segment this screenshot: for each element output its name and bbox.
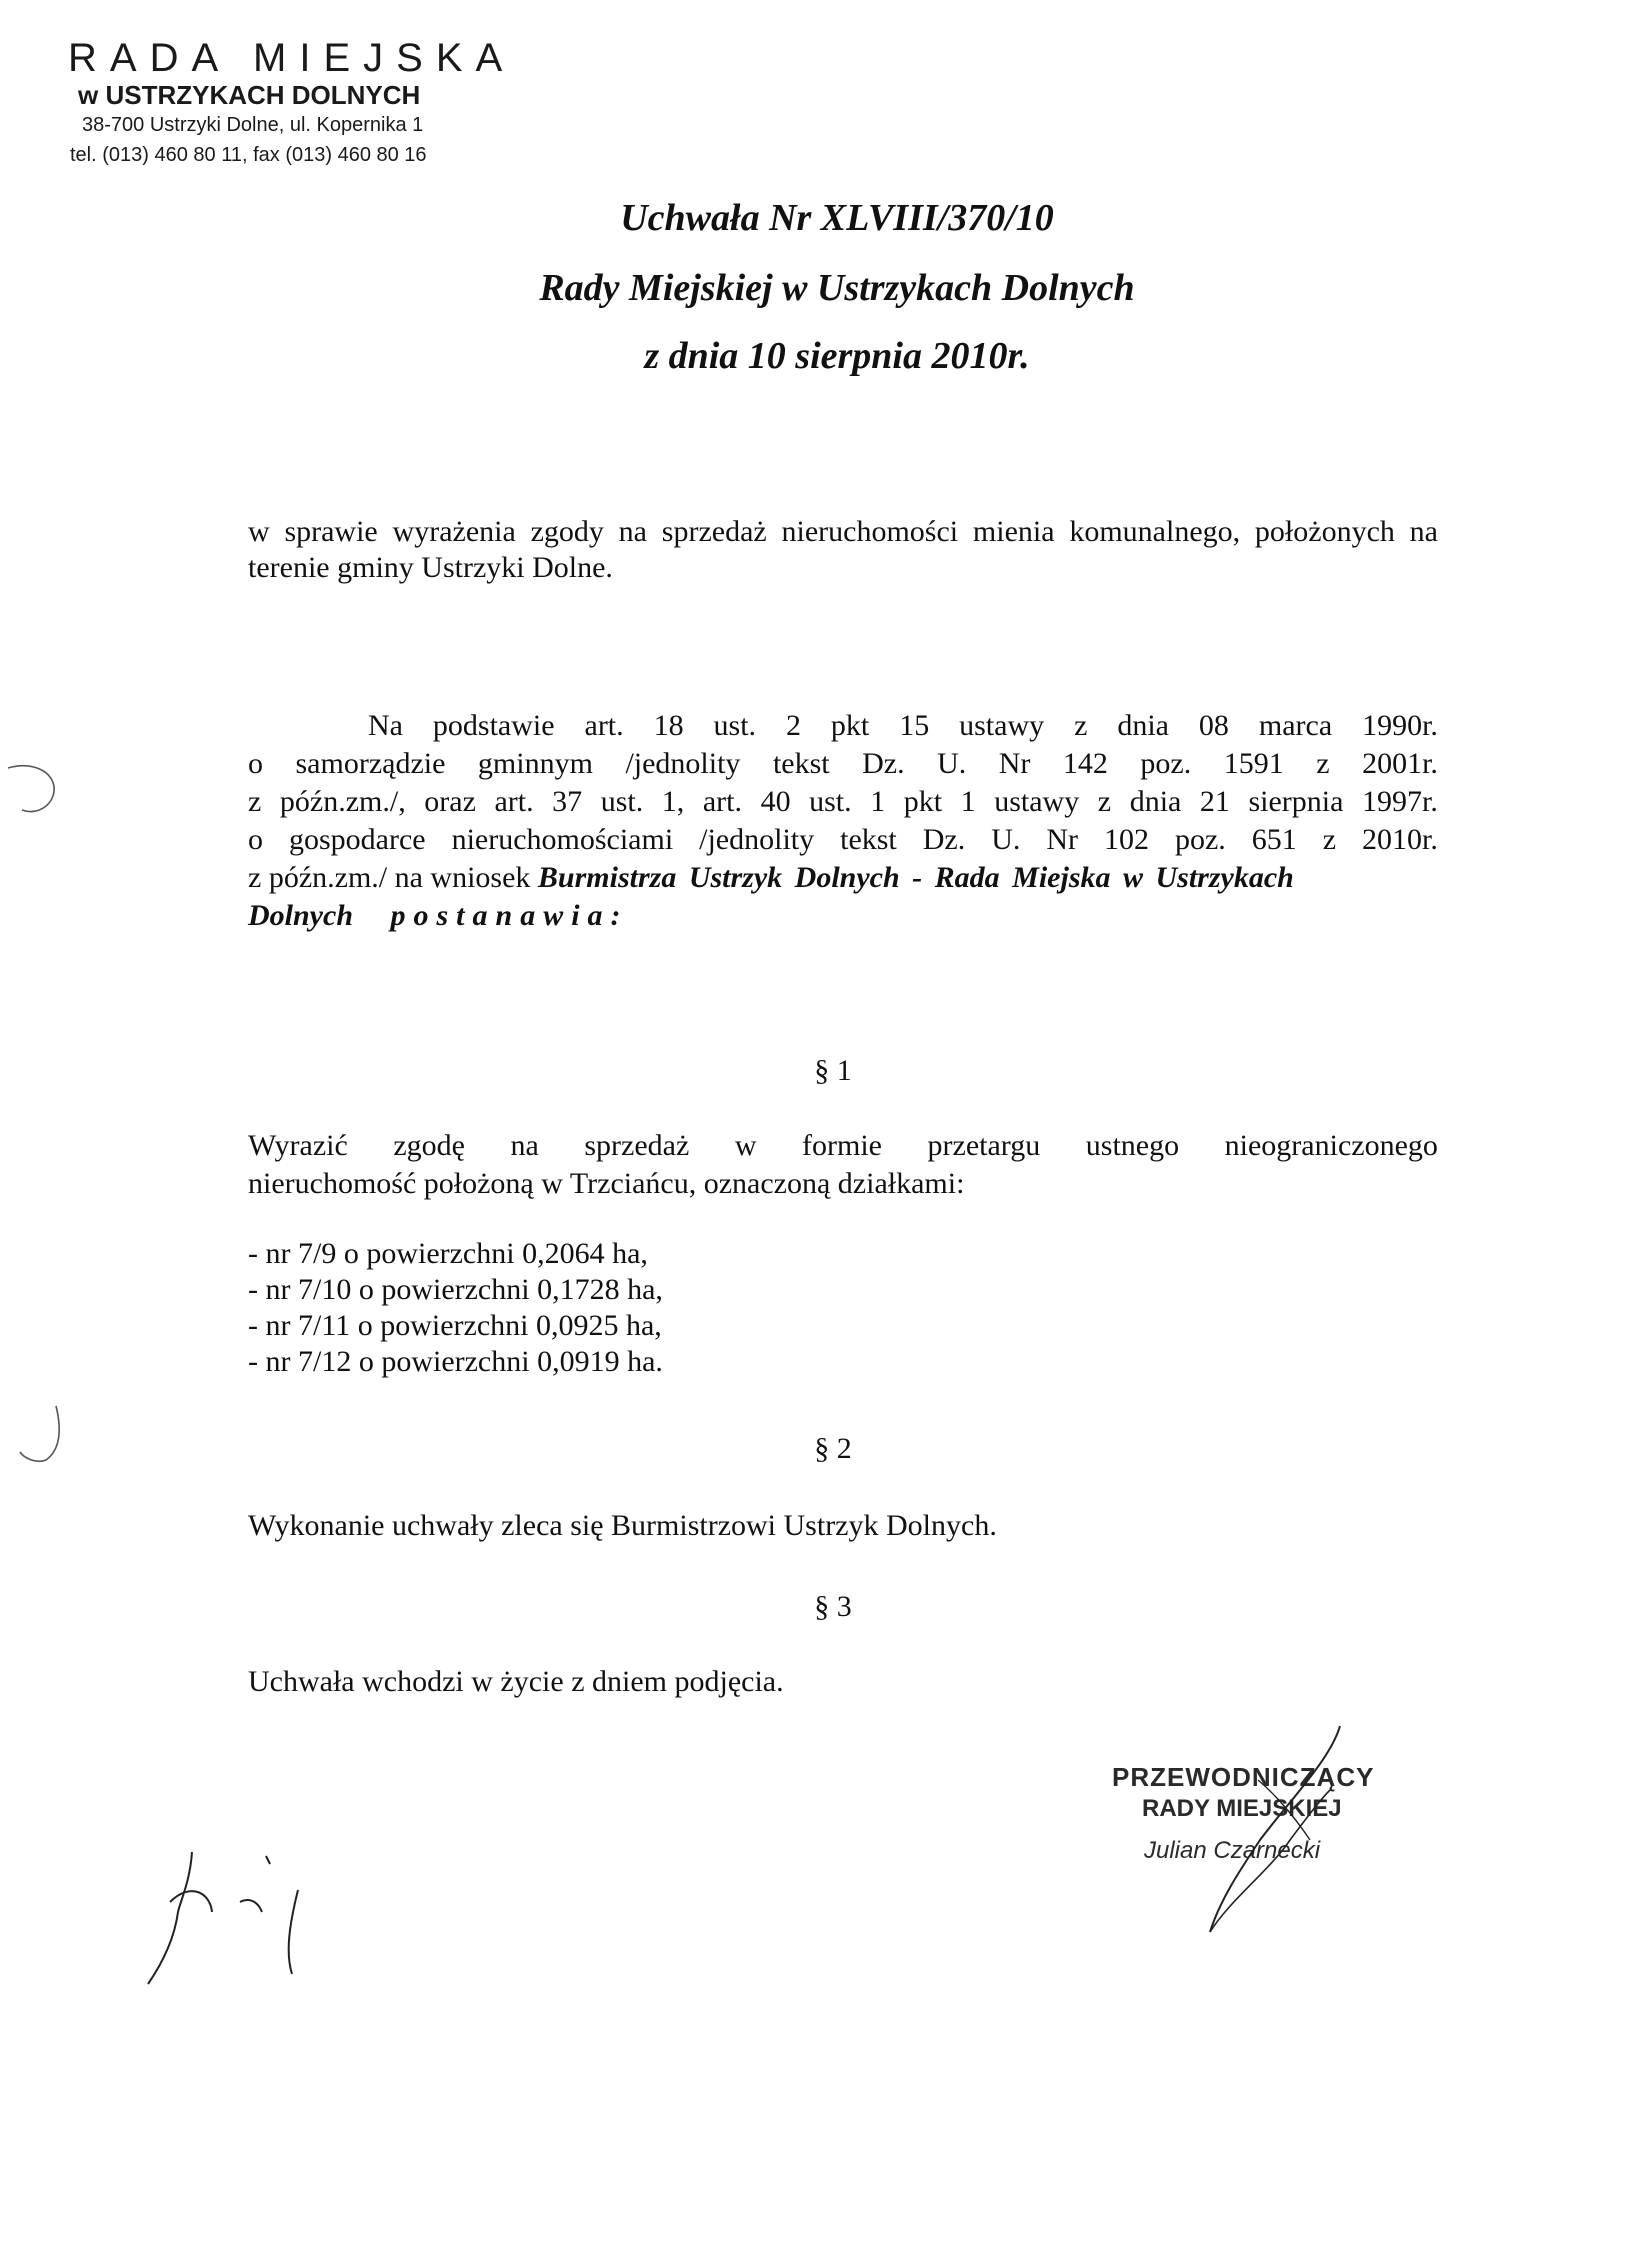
word: /jednolity — [625, 747, 741, 780]
word: samorządzie — [295, 747, 446, 780]
word: 142 — [1062, 747, 1108, 780]
basis-line-6 — [248, 898, 629, 934]
word: 40 — [760, 785, 791, 818]
basis-line-5 — [248, 860, 1294, 896]
word: pkt — [830, 709, 870, 742]
word: 1997r. — [1362, 785, 1438, 818]
word: formie — [802, 1129, 882, 1162]
resolution-subject: w sprawie wyrażenia zgody na sprzedaż nieruchomości mienia komunalnego, położonych na terenie gminy Ustrzyki Dolne. — [248, 515, 1438, 584]
stamp-title: PRZEWODNICZĄCY — [1112, 1762, 1375, 1792]
basis-line-3 — [248, 784, 1438, 820]
word: 102 — [1103, 823, 1149, 856]
word: 15 — [899, 709, 930, 742]
word: o — [248, 747, 263, 780]
word: poz. — [1140, 747, 1192, 780]
word: 1 — [870, 785, 886, 818]
section-1-line-1 — [248, 1128, 1438, 1164]
chairman-signature — [1140, 1720, 1380, 1940]
basis-proposer: Burmistrza Ustrzyk Dolnych - Rada Miejska w Ustrzykach — [537, 861, 1294, 894]
word: z — [248, 785, 262, 818]
word: w — [734, 1129, 757, 1162]
word: art. — [494, 785, 534, 818]
word: z — [1074, 709, 1088, 742]
word: U. — [991, 823, 1021, 856]
letterhead-address: 38-700 Ustrzyki Dolne, ul. Kopernika 1 — [82, 114, 424, 136]
resolution-council: Rady Miejskiej w Ustrzykach Dolnych — [539, 267, 1135, 309]
punch-hole-mark — [0, 756, 80, 826]
word: 1591 — [1223, 747, 1284, 780]
word: tekst — [772, 747, 830, 780]
word: przetargu — [927, 1129, 1041, 1162]
word: 1990r. — [1362, 709, 1438, 742]
word: art. — [702, 785, 742, 818]
section-1-sign: § 1 — [814, 1054, 852, 1087]
word: ust. — [809, 785, 852, 818]
word: o — [248, 823, 263, 856]
list-item: - nr 7/11 o powierzchni 0,0925 ha, — [248, 1309, 662, 1342]
word: na — [510, 1129, 539, 1162]
word: gminnym — [477, 747, 593, 780]
word: z — [1097, 785, 1112, 818]
word: Dz. — [922, 823, 966, 856]
section-3-text: Uchwała wchodzi w życie z dniem podjęcia. — [248, 1665, 784, 1698]
word: ust. — [713, 709, 757, 742]
word: ust. — [600, 785, 644, 818]
plot-list — [248, 1236, 663, 1380]
word: oraz — [424, 785, 476, 818]
basis-line-4 — [248, 822, 1438, 858]
word: Na — [368, 709, 403, 742]
word: 2 — [785, 709, 801, 742]
word: ustawy — [959, 709, 1045, 742]
word: nieruchomościami — [451, 823, 674, 856]
word: zgodę — [393, 1129, 465, 1162]
word: marca — [1258, 709, 1333, 742]
list-item: - nr 7/9 o powierzchni 0,2064 ha, — [248, 1237, 648, 1270]
letterhead-phone: tel. (013) 460 80 11, fax (013) 460 80 16 — [70, 144, 427, 166]
word: 1 — [960, 785, 976, 818]
word: U. — [937, 747, 967, 780]
word: Nr — [1046, 823, 1078, 856]
word: sierpnia — [1248, 785, 1344, 818]
word: ustawy — [994, 785, 1080, 818]
word: Nr — [998, 747, 1031, 780]
word: 2001r. — [1362, 747, 1438, 780]
stamp-name: Julian Czarnecki — [1144, 1837, 1321, 1864]
word: nieograniczonego — [1224, 1129, 1438, 1162]
section-2-text: Wykonanie uchwały zleca się Burmistrzowi Ustrzyk Dolnych. — [248, 1509, 997, 1542]
word: art. — [584, 709, 624, 742]
word: ustnego — [1085, 1129, 1180, 1162]
word: z — [1316, 747, 1330, 780]
word: dnia — [1117, 709, 1169, 742]
letterhead — [68, 36, 515, 170]
word: gospodarce — [288, 823, 426, 856]
word: 1, — [661, 785, 685, 818]
resolution-decides: postanawia: — [390, 899, 629, 932]
resolution-date: z dnia 10 sierpnia 2010r. — [644, 335, 1030, 377]
section-2-sign: § 2 — [814, 1432, 852, 1465]
letterhead-subtitle: w USTRZYKACH DOLNYCH — [78, 80, 421, 110]
section-3-sign: § 3 — [814, 1590, 852, 1623]
letterhead-org: RADA MIEJSKA — [68, 36, 516, 80]
list-item: - nr 7/12 o powierzchni 0,0919 ha. — [248, 1345, 663, 1378]
basis-line-2 — [248, 746, 1438, 782]
word: Dz. — [862, 747, 905, 780]
stamp-council: RADY MIEJSKIEJ — [1142, 1795, 1342, 1822]
basis-line-1 — [368, 708, 1438, 744]
basis-line-5-text: z późn.zm./ na wniosek — [248, 861, 531, 894]
word: 18 — [653, 709, 684, 742]
list-item: - nr 7/10 o powierzchni 0,1728 ha, — [248, 1273, 663, 1306]
word: pkt — [903, 785, 943, 818]
word: 08 — [1198, 709, 1229, 742]
section-1-line-2: nieruchomość położoną w Trzciańcu, oznaczoną działkami: — [248, 1167, 965, 1200]
word: 2010r. — [1362, 823, 1438, 856]
word: /jednolity — [699, 823, 815, 856]
word: dnia — [1129, 785, 1182, 818]
word: poz. — [1174, 823, 1226, 856]
word: 37 — [552, 785, 583, 818]
word: z — [1322, 823, 1337, 856]
handwritten-initials — [140, 1842, 330, 1992]
word: 21 — [1199, 785, 1230, 818]
word: Wyrazić — [248, 1129, 348, 1162]
punch-hole-mark — [12, 1400, 72, 1470]
basis-proposer-end: Dolnych — [248, 899, 353, 932]
resolution-number: Uchwała Nr XLVIII/370/10 — [620, 197, 1054, 239]
word: podstawie — [432, 709, 555, 742]
word: sprzedaż — [584, 1129, 690, 1162]
word: 651 — [1251, 823, 1297, 856]
word: późn.zm./, — [279, 785, 406, 818]
word: tekst — [840, 823, 897, 856]
